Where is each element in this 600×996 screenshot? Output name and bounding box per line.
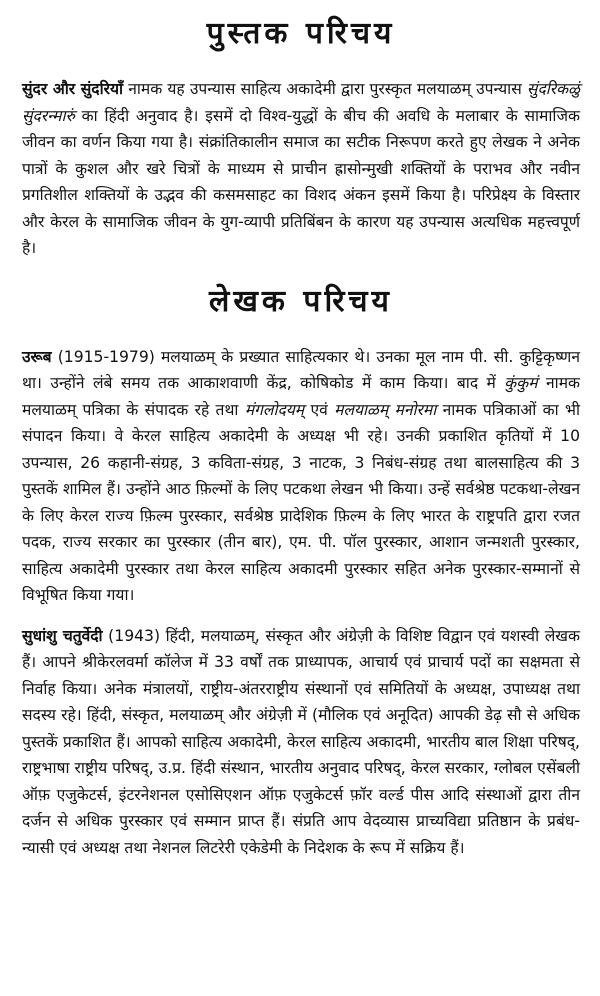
author-uroob-name: उरूब bbox=[22, 347, 52, 366]
magazine-kunkumam: कुंकुमं bbox=[504, 374, 538, 392]
author-uroob-text-1: (1915-1979) मलयाळम् के प्रख्यात साहित्यकार थे। उनका मूल नाम पी. सी. कुट्टिकृष्णन था। उन्होंने लंबे समय तक आकाशवाणी केंद्र, कोषिकोड में काम किया। बाद में bbox=[22, 347, 580, 392]
translator-name: सुधांशु चतुर्वेदी bbox=[22, 626, 103, 645]
book-intro-paragraph bbox=[22, 76, 580, 262]
author-uroob-text-4: नामक पत्रिकाओं का भी संपादन किया। वे केरल साहित्य अकादेमी के अध्यक्ष भी रहे। उनकी प्रकाशित कृतियों में 10 उपन्यास, 26 कहानी-संग्रह, 3 कविता-संग्रह, 3 नाटक, 3 निबंध-संग्रह तथा बालसाहित्य की 3 पुस्तकें शामिल हैं। उन्होंने आठ फ़िल्मों के लिए पटकथा लेखन भी किया। उन्हें सर्वश्रेष्ठ पटकथा-लेखन के लिए केरल राज्य फ़िल्म पुरस्कार, सर्वश्रेष्ठ प्रादेशिक फ़िल्म के लिए भारत के राष्ट्रपति द्वारा रजत पदक, राज्य सरकार का पुरस्कार (तीन बार), एम. पी. पॉल पुरस्कार, आशान जन्मशती पुरस्कार, साहित्य अकादेमी पुरस्कार तथा केरल साहित्य अकादमी पुरस्कार सहित अनेक पुरस्कार-सम्मानों से विभूषित किया गया। bbox=[22, 400, 581, 604]
translator-text: (1943) हिंदी, मलयाळम्, संस्कृत और अंग्रेज़ी के विशिष्ट विद्वान एवं यशस्वी लेखक हैं। आपने श्रीकेरलवर्मा कॉलेज में 33 वर्षों तक प्राध्यापक, आचार्य एवं प्राचार्य पदों का सक्षमता से निर्वाह किया। अनेक मंत्रालयों, राष्ट्रीय-अंतरराष्ट्रीय संस्थानों एवं समितियों के अध्यक्ष, उपाध्यक्ष तथा सदस्य रहे। हिंदी, संस्कृत, मलयाळम् और अंग्रेज़ी में (मौलिक एवं अनूदित) आपकी डेढ़ सौ से अधिक पुस्तकें प्रकाशित हैं। आपको साहित्य अकादेमी, केरल साहित्य अकादमी, भारतीय बाल शिक्षा परिषद्, राष्ट्रभाषा राष्ट्रीय परिषद्, उ.प्र. हिंदी संस्थान, भारतीय अनुवाद परिषद्, केरल सरकार, ग्लोबल एसेंबली ऑफ़ एजुकेटर्स, इंटरनेशनल एसोसिएशन ऑफ़ एजुकेटर्स फ़ॉर वर्ल्ड पीस आदि संस्थाओं द्वारा तीन दर्जन से अधिक पुरस्कार एवं सम्मान प्राप्त हैं। संप्रति आप वेदव्यास प्राच्यविद्या प्रतिष्ठान के प्रबंध-न्यासी एवं अध्यक्ष तथा नेशनल लिटरेरी एकेडेमी के निदेशक के रूप में सक्रिय हैं। bbox=[22, 626, 580, 857]
author-uroob-paragraph bbox=[22, 344, 580, 609]
author-intro-heading: लेखक परिचय bbox=[209, 283, 393, 319]
book-title: सुंदर और सुंदरियाँ bbox=[22, 80, 124, 98]
translator-paragraph bbox=[22, 623, 580, 862]
book-intro-heading: पुस्तक परिचय bbox=[206, 16, 396, 51]
magazine-mangalodayam: मंगलोदयम् bbox=[244, 400, 305, 419]
author-uroob-text-3: एवं bbox=[304, 400, 335, 419]
book-text-2: का हिंदी अनुवाद है। इसमें दो विश्व-युद्धों के बीच की अवधि के मलाबार के सामाजिक जीवन का वर्णन किया गया है। संक्रांतिकालीन समाज का सटीक निरूपण करते हुए लेखक ने अनेक पात्रों के कुशल और खरे चित्रों के माध्यम से प्राचीन ह्रासोन्मुखी शक्तियों के पराभव और नवीन प्रगतिशील शक्तियों के उद्भव की कसमसाहट का विशद अंकन इसमें किया है। परिप्रेक्ष्य के विस्तार और केरल के सामाजिक जीवन के युग-व्यापी प्रतिबिंबन के कारण यह उपन्यास अत्यधिक महत्त्वपूर्ण है। bbox=[22, 106, 580, 257]
author-uroob-text-2: नामक मलयाळम् पत्रिका के संपादक रहे तथा bbox=[22, 374, 580, 419]
book-original-title: सुंदरिकळुं सुंदरन्मारुं bbox=[22, 80, 580, 125]
book-text-1: नामक यह उपन्यास साहित्य अकादेमी द्वारा पुरस्कृत मलयाळम् उपन्यास bbox=[123, 80, 527, 98]
magazine-malayalam-manorama: मलयाळम् मनोरमा bbox=[334, 400, 437, 419]
